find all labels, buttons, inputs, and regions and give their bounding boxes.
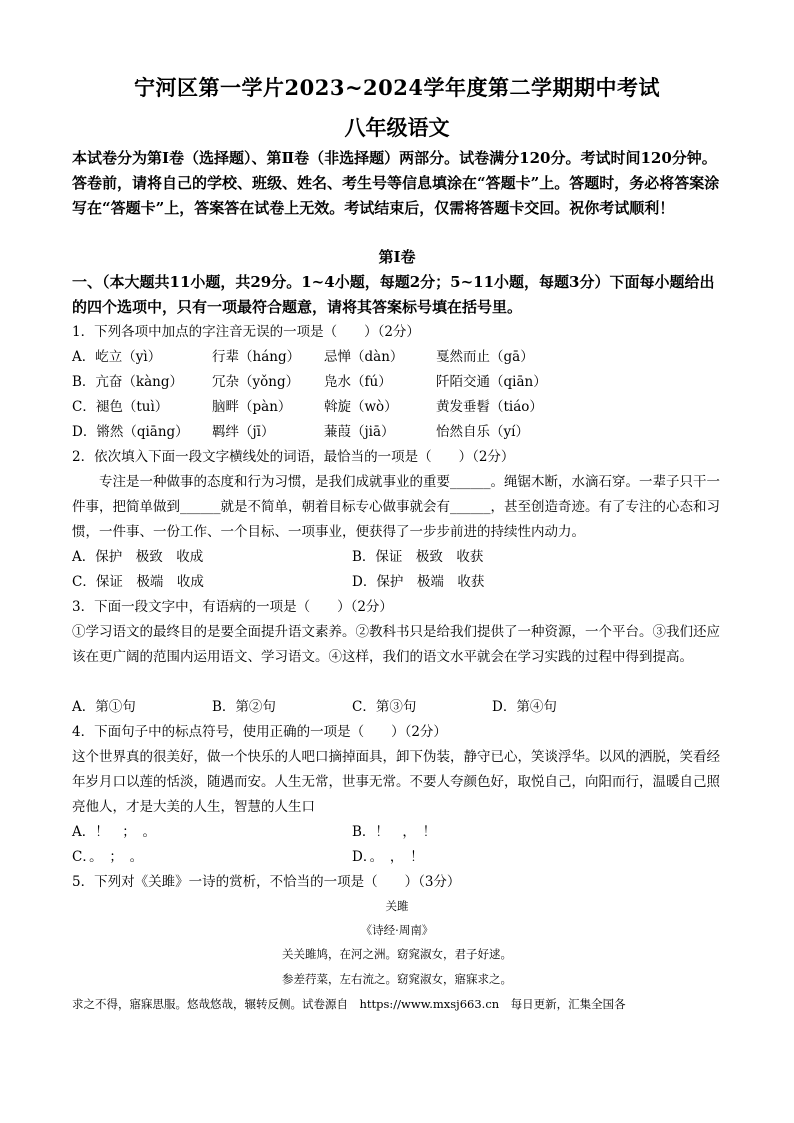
q2-stem: 2．依次填入下面一段文字横线处的词语，最恰当的一项是（ ）（2分）: [72, 449, 515, 465]
q2-options-row1: [72, 545, 722, 570]
q4-option-c: C．。 ； 。: [72, 849, 144, 865]
q3-option-d: D．第④句: [492, 699, 557, 715]
part-heading: 一、（本大题共11小题，共29分。1~4小题，每题2分；5~11小题，每题3分）下面每小题给出的四个选项中，只有一项最符合题意，请将其答案标号填在括号里。: [72, 273, 715, 316]
q2-option-a: A．保护 极致 收成: [72, 549, 204, 565]
q1-a-item3: 忌惮（dàn）: [324, 349, 404, 365]
q3-passage-text: ①学习语文的最终目的是要全面提升语文素养。②教科书只是给我们提供了一种资源，一个平台。③我们还应该在更广阔的范围内运用语文、学习语文。④这样，我们的语文水平就会在学习实践的过程中得到提高。: [72, 624, 720, 665]
q4-option-a: A．！ ； 。: [72, 824, 156, 840]
q2-options-row2: [72, 570, 722, 595]
instructions-text: 本试卷分为第Ⅰ卷（选择题）、第Ⅱ卷（非选择题）两部分。试卷满分120分。考试时间120分钟。答卷前，请将自己的学校、班级、姓名、考生号等信息填涂在“答题卡”上。答题时，务必将答案涂写在“答题卡”上，答案答在试卷上无效。考试结束后，仅需将答题卡交回。祝你考试顺利！: [72, 149, 720, 217]
q5-stem: 5．下列对《关雎》一诗的赏析，不恰当的一项是（ ）（3分）: [72, 874, 461, 890]
q1-row-c: [72, 395, 722, 420]
q1-a-item4: 戛然而止（gā）: [436, 349, 534, 365]
exam-instructions: [72, 146, 722, 221]
q1-row-b: [72, 370, 722, 395]
poem-title: 关雎: [385, 899, 409, 913]
q3-option-c: C．第③句: [352, 699, 417, 715]
q1-a-item2: 行辈（háng）: [212, 349, 301, 365]
q1-c-item2: 脑畔（pàn）: [212, 399, 292, 415]
q1-b-item4: 阡陌交通（qiān）: [436, 374, 547, 390]
q1-d-item4: 怡然自乐（yí）: [436, 424, 529, 440]
q3-options-row: [72, 695, 722, 720]
q1-row-a: [72, 345, 722, 370]
q2-option-d: D．保护 极端 收获: [352, 574, 485, 590]
poem-line-1: 关关雎鸠，在河之洲。窈窕淑女，君子好逑。: [282, 947, 512, 961]
q1-d-item1: D．锵然（qiāng）: [72, 424, 189, 440]
q1-b-item3: 凫水（fú）: [324, 374, 392, 390]
q1-b-item1: B．亢奋（kàng）: [72, 374, 183, 390]
q4-option-b: B．！ ， ！: [352, 824, 437, 840]
q1-a-item1: A．屹立（yì）: [72, 349, 162, 365]
q2-passage: [72, 470, 722, 545]
exam-subtitle: 八年级语文: [344, 115, 450, 140]
q3-stem: 3．下面一段文字中，有语病的一项是（ ）（2分）: [72, 599, 393, 615]
q3-option-b: B．第②句: [212, 699, 276, 715]
q1-c-item3: 斡旋（wò）: [324, 399, 398, 415]
q4-stem: 4．下面句子中的标点符号，使用正确的一项是（ ）（2分）: [72, 724, 447, 740]
q4-passage: [72, 745, 722, 820]
q2-option-c: C．保证 极端 收成: [72, 574, 204, 590]
exam-title: 宁河区第一学片2023~2024学年度第二学期期中考试: [134, 75, 660, 100]
q4-option-d: D．。 ， ！: [352, 849, 424, 865]
q2-passage-text: 专注是一种做事的态度和行为习惯，是我们成就事业的重要______。绳锯木断，水滴石穿。一辈子只干一件事，把简单做到______就是不简单，朝着目标专心做事就会有______，甚至创造奇迹。有了专注的心态和习惯，一件事、一份工作、一个目标、一项事业，便获得了一步步前进的持续性内动力。: [72, 474, 720, 540]
poem-line-2: 参差荇菜，左右流之。窈窕淑女，寤寐求之。: [282, 972, 512, 986]
q1-d-item3: 蒹葭（jiā）: [324, 424, 395, 440]
q3-passage: [72, 620, 722, 670]
q4-options-row2: [72, 845, 722, 870]
q1-c-item1: C．褪色（tuì）: [72, 399, 169, 415]
section-title: 第Ⅰ卷: [378, 248, 416, 266]
q4-passage-text: 这个世界真的很美好，做一个快乐的人吧口摘掉面具，卸下伪装，静守已心，笑谈浮华。以风的洒脱，笑看经年岁月口以莲的恬淡，随遇而安。人生无常，世事无常。不要人夸颜色好，取悦自己，向阳而行，温暖自己照亮他人，才是大美的人生，智慧的人生口: [72, 749, 720, 815]
q1-b-item2: 冗杂（yǒng）: [212, 374, 300, 390]
poem-source: 《诗经·周南》: [360, 923, 434, 937]
poem-line-3-with-source: 求之不得，寤寐思服。悠哉悠哉，辗转反侧。试卷源自 https://www.mxsj663.cn 每日更新，汇集全国各: [72, 997, 626, 1011]
q3-option-a: A．第①句: [72, 699, 136, 715]
q1-d-item2: 羁绊（jī）: [212, 424, 275, 440]
q1-c-item4: 黄发垂髫（tiáo）: [436, 399, 543, 415]
q1-row-d: [72, 420, 722, 445]
q4-options-row1: [72, 820, 722, 845]
q1-stem: 1．下列各项中加点的字注音无误的一项是（ ）（2分）: [72, 324, 420, 340]
q2-option-b: B．保证 极致 收获: [352, 549, 484, 565]
